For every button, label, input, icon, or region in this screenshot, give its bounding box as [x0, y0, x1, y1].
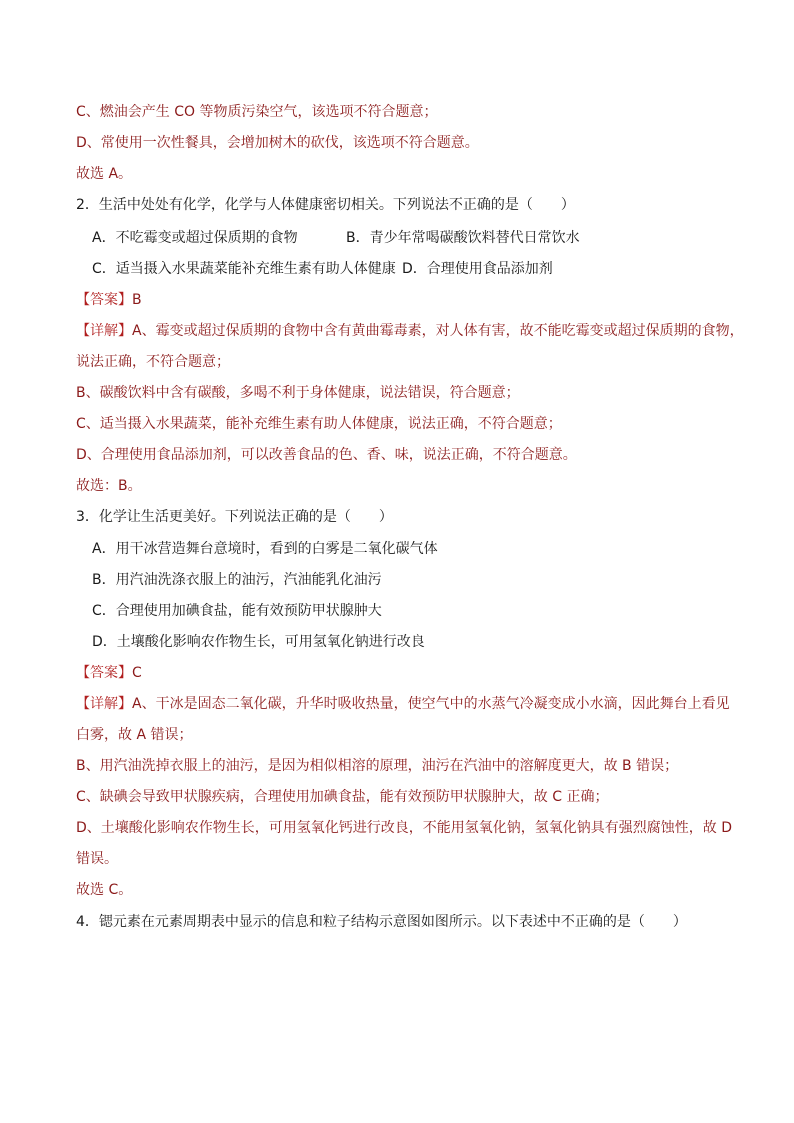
q3-detail-d-cont: 错误。	[76, 851, 118, 867]
q3-detail-d: D、土壤酸化影响农作物生长，可用氢氧化钙进行改良，不能用氢氧化钠，氢氧化钠具有强烈腐蚀性，故 D	[76, 820, 733, 836]
q2-option-c: C．适当摄入水果蔬菜能补充维生素有助人体健康	[92, 261, 396, 277]
q3-option-b: B．用汽油洗涤衣服上的油污，汽油能乳化油污	[92, 572, 382, 588]
q3-choice: 故选 C。	[76, 882, 133, 898]
q3-detail-c: C、缺碘会导致甲状腺疾病，合理使用加碘食盐，能有效预防甲状腺肿大，故 C 正确；	[76, 789, 609, 805]
q2-detail-a-cont: 说法正确，不符合题意；	[76, 354, 230, 370]
prev-option-d-analysis: D、常使用一次性餐具，会增加树木的砍伐，该选项不符合题意。	[76, 135, 479, 151]
q2-answer	[76, 290, 142, 310]
q3-option-a: A．用干冰营造舞台意境时，看到的白雾是二氧化碳气体	[92, 541, 438, 557]
answer-value: C	[132, 665, 142, 681]
q3-detail-a-cont: 白雾，故 A 错误；	[76, 727, 193, 743]
q2-option-a: A．不吃霉变或超过保质期的食物	[92, 230, 298, 246]
q2-detail-b: B、碳酸饮料中含有碳酸，多喝不利于身体健康，说法错误，符合题意；	[76, 385, 520, 401]
detail-tag: 【详解】	[76, 696, 132, 712]
detail-text: A、霉变或超过保质期的食物中含有黄曲霉毒素，对人体有害，故不能吃霉变或超过保质期的食物，	[132, 323, 744, 339]
prev-choice: 故选 A。	[76, 166, 133, 182]
answer-value: B	[132, 292, 142, 308]
q2-option-d: D．合理使用食品添加剂	[402, 261, 553, 277]
q2-stem: 2．生活中处处有化学，化学与人体健康密切相关。下列说法不正确的是（ ）	[76, 197, 575, 213]
q3-answer	[76, 663, 142, 683]
q2-detail-d: D、合理使用食品添加剂，可以改善食品的色、香、味，说法正确，不符合题意。	[76, 447, 577, 463]
answer-tag: 【答案】	[76, 292, 132, 308]
q2-choice: 故选：B。	[76, 478, 142, 494]
prev-option-c-analysis: C、燃油会产生 CO 等物质污染空气，该选项不符合题意；	[76, 104, 438, 120]
answer-tag: 【答案】	[76, 665, 132, 681]
q2-option-b: B．青少年常喝碳酸饮料替代日常饮水	[346, 230, 580, 246]
q3-detail-a	[76, 694, 730, 714]
q3-stem: 3．化学让生活更美好。下列说法正确的是（ ）	[76, 509, 393, 525]
q3-option-d: D．土壤酸化影响农作物生长，可用氢氧化钠进行改良	[92, 634, 425, 650]
detail-text: A、干冰是固态二氧化碳，升华时吸收热量，使空气中的水蒸气冷凝变成小水滴，因此舞台上看见	[132, 696, 730, 712]
q3-option-c: C．合理使用加碘食盐，能有效预防甲状腺肿大	[92, 603, 382, 619]
q2-detail-c: C、适当摄入水果蔬菜，能补充维生素有助人体健康，说法正确，不符合题意；	[76, 416, 562, 432]
detail-tag: 【详解】	[76, 323, 132, 339]
q2-detail-a	[76, 321, 744, 341]
q4-stem: 4．锶元素在元素周期表中显示的信息和粒子结构示意图如图所示。以下表述中不正确的是（ ）	[76, 914, 687, 930]
q3-detail-b: B、用汽油洗掉衣服上的油污，是因为相似相溶的原理，油污在汽油中的溶解度更大，故 B 错误；	[76, 758, 679, 774]
